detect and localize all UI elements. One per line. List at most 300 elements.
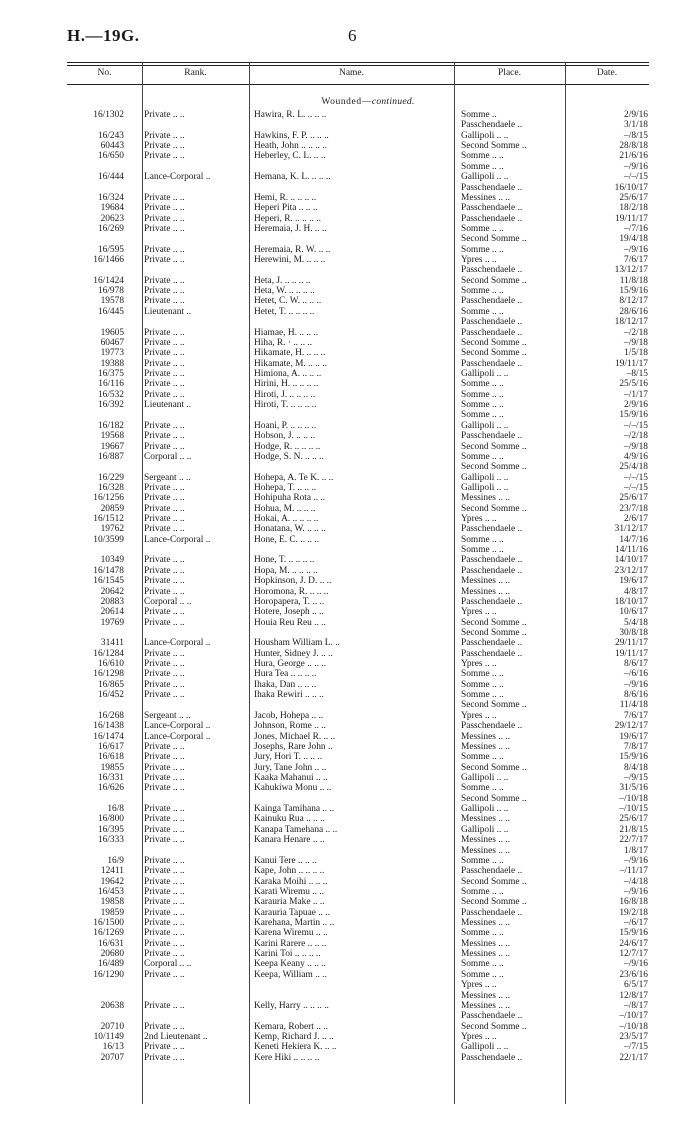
name-cell: Kanapa Tamehana .. .. xyxy=(254,824,338,835)
place-cell: Passchendaele .. xyxy=(461,182,523,193)
service-number: 19859 xyxy=(100,907,124,918)
table-row xyxy=(0,452,700,462)
service-number: 16/243 xyxy=(97,130,124,141)
table-row xyxy=(0,908,700,918)
service-number: 10/1149 xyxy=(93,1031,124,1042)
place-cell: Ypres .. .. xyxy=(461,659,497,670)
date-cell: –/2/18 xyxy=(624,327,648,338)
table-row xyxy=(0,897,700,907)
date-cell: –/11/17 xyxy=(619,866,648,877)
table-row xyxy=(0,110,700,120)
table-row xyxy=(0,669,700,679)
name-cell: Hiha, R. · .. .. .. xyxy=(254,337,313,348)
date-cell: 18/2/18 xyxy=(619,203,648,214)
section-heading xyxy=(268,97,468,107)
rank-cell: Private .. .. xyxy=(144,1052,185,1063)
date-cell: 3/1/18 xyxy=(624,120,648,131)
rank-cell: Private .. .. xyxy=(144,1021,185,1032)
table-row xyxy=(0,1022,700,1032)
table-row xyxy=(0,918,700,928)
service-number: 16/182 xyxy=(97,420,124,431)
name-cell: Karena Wiremu .. .. xyxy=(254,928,328,939)
service-number: 16/1256 xyxy=(93,493,124,504)
service-number: 16/1298 xyxy=(93,669,124,680)
service-number: 16/333 xyxy=(97,835,124,846)
table-row xyxy=(0,120,700,130)
service-number: 19773 xyxy=(100,348,124,359)
rank-cell: Private .. .. xyxy=(144,1000,185,1011)
date-cell: 23/6/16 xyxy=(619,969,648,980)
table-row xyxy=(0,659,700,669)
rank-cell: Private .. .. xyxy=(144,275,185,286)
rank-cell: Private .. .. xyxy=(144,348,185,359)
place-cell: Somme .. .. xyxy=(461,855,504,866)
service-number: 16/631 xyxy=(97,938,124,949)
place-cell: Somme .. .. xyxy=(461,783,504,794)
rank-cell: Private .. .. xyxy=(144,151,185,162)
place-cell: Gallipoli .. .. xyxy=(461,420,509,431)
rank-cell: Private .. .. xyxy=(144,855,185,866)
service-number: 16/444 xyxy=(97,172,124,183)
table-row xyxy=(0,597,700,607)
date-cell: 7/8/17 xyxy=(624,741,648,752)
table-row xyxy=(0,1042,700,1052)
name-cell: Keepa, William .. .. xyxy=(254,969,327,980)
place-cell: Second Somme .. xyxy=(461,503,527,514)
table-row xyxy=(0,462,700,472)
service-number: 20614 xyxy=(100,607,124,618)
date-cell: 19/6/17 xyxy=(619,576,648,587)
date-cell: 7/6/17 xyxy=(624,255,648,266)
place-cell: Second Somme .. xyxy=(461,793,527,804)
table-row xyxy=(0,245,700,255)
table-row xyxy=(0,338,700,348)
table-row xyxy=(0,649,700,659)
rank-cell: Private .. .. xyxy=(144,441,185,452)
service-number: 19855 xyxy=(100,762,124,773)
rank-cell: Private .. .. xyxy=(144,824,185,835)
table-row xyxy=(0,162,700,172)
date-cell: 18/12/17 xyxy=(614,317,648,328)
date-cell: 31/12/17 xyxy=(614,524,648,535)
date-cell: 25/6/17 xyxy=(619,814,648,825)
date-cell: 8/12/17 xyxy=(619,296,648,307)
table-row xyxy=(0,887,700,897)
service-number: 20710 xyxy=(100,1021,124,1032)
service-number: 16/445 xyxy=(97,306,124,317)
service-number: 10/3599 xyxy=(93,534,124,545)
table-row xyxy=(0,939,700,949)
name-cell: Hohepa, A. Te K. .. .. xyxy=(254,472,334,483)
table-row xyxy=(0,234,700,244)
place-cell: Somme .. .. xyxy=(461,690,504,701)
service-number: 19388 xyxy=(100,358,124,369)
name-cell: Housham William L. .. xyxy=(254,638,340,649)
name-cell: Johnson, Rome .. .. xyxy=(254,721,326,732)
rank-cell: Sergeant .. .. xyxy=(144,710,191,721)
name-cell: Heberley, C. L. .. .. xyxy=(254,151,326,162)
name-cell: Kere Hiki .. .. .. .. xyxy=(254,1052,320,1063)
rank-cell: Lieutenant .. xyxy=(144,306,192,317)
rank-cell: Private .. .. xyxy=(144,420,185,431)
table-row xyxy=(0,151,700,161)
date-cell: 18/10/17 xyxy=(614,596,648,607)
date-cell: –/2/18 xyxy=(624,431,648,442)
name-cell: Hohua, M. .. .. .. xyxy=(254,503,316,514)
service-number: 16/1424 xyxy=(93,275,124,286)
service-number: 16/453 xyxy=(97,886,124,897)
rank-cell: Corporal .. .. xyxy=(144,596,192,607)
rank-cell: Corporal .. .. xyxy=(144,959,192,970)
name-cell: Houia Reu Reu .. .. xyxy=(254,617,326,628)
place-cell: Second Somme .. xyxy=(461,275,527,286)
column-header-name: Name. xyxy=(338,68,365,78)
place-cell: Passchendaele .. xyxy=(461,1011,523,1022)
name-cell: Hodge, S. N. .. .. .. xyxy=(254,451,324,462)
place-cell: Second Somme .. xyxy=(461,627,527,638)
rank-cell: Private .. .. xyxy=(144,617,185,628)
table-row xyxy=(0,576,700,586)
service-number: 16/1302 xyxy=(93,110,124,120)
name-cell: Kemara, Robert .. .. xyxy=(254,1021,328,1032)
table-row xyxy=(0,328,700,338)
rank-cell: Private .. .. xyxy=(144,690,185,701)
table-row xyxy=(0,680,700,690)
place-cell: Ypres .. .. xyxy=(461,255,497,266)
place-cell: Passchendaele .. xyxy=(461,265,523,276)
place-cell: Passchendaele .. xyxy=(461,907,523,918)
name-cell: Karauria Tapuae .. .. xyxy=(254,907,330,918)
date-cell: 19/11/17 xyxy=(615,213,648,224)
table-row xyxy=(0,524,700,534)
rank-cell: Private .. .. xyxy=(144,741,185,752)
name-cell: Kemp, Richard J. .. .. xyxy=(254,1031,334,1042)
date-cell: –/7/15 xyxy=(624,1042,648,1053)
date-cell: –/10/17 xyxy=(619,1011,648,1022)
table-row xyxy=(0,638,700,648)
table-row xyxy=(0,296,700,306)
place-cell: Passchendaele .. xyxy=(461,1052,523,1063)
date-cell: 25/6/17 xyxy=(619,493,648,504)
rank-cell: Private .. .. xyxy=(144,804,185,815)
name-cell: Hoani, P. .. .. .. .. xyxy=(254,420,317,431)
rank-cell: Private .. .. xyxy=(144,110,185,120)
table-row xyxy=(0,628,700,638)
name-cell: Hohipuha Rota .. .. xyxy=(254,493,326,504)
table-row xyxy=(0,421,700,431)
table-row xyxy=(0,618,700,628)
name-cell: Hone, T. .. .. .. .. xyxy=(254,555,315,566)
service-number: 16/532 xyxy=(97,389,124,400)
name-cell: Kanara Henare .. .. xyxy=(254,835,325,846)
rank-cell: Private .. .. xyxy=(144,679,185,690)
service-number: 16/1478 xyxy=(93,565,124,576)
section-title: Wounded— xyxy=(321,97,372,107)
place-cell: Passchendaele .. xyxy=(461,317,523,328)
date-cell: 4/9/16 xyxy=(624,451,648,462)
rank-cell: Private .. .. xyxy=(144,752,185,763)
table-row xyxy=(0,752,700,762)
place-cell: Gallipoli .. .. xyxy=(461,472,509,483)
service-number: 16/324 xyxy=(97,192,124,203)
name-cell: Hetet, C. W. .. .. .. xyxy=(254,296,322,307)
column-header-no: No. xyxy=(97,68,112,78)
date-cell: 21/6/16 xyxy=(619,151,648,162)
rank-cell: Private .. .. xyxy=(144,607,185,618)
service-number: 60467 xyxy=(100,337,124,348)
rank-cell: Private .. .. xyxy=(144,659,185,670)
service-number: 16/489 xyxy=(97,959,124,970)
service-number: 16/375 xyxy=(97,368,124,379)
rank-cell: Private .. .. xyxy=(144,762,185,773)
table-row xyxy=(0,814,700,824)
place-cell: Somme .. .. xyxy=(461,306,504,317)
place-cell: Passchendaele .. xyxy=(461,565,523,576)
place-cell: Somme .. .. xyxy=(461,928,504,939)
service-number: 19568 xyxy=(100,431,124,442)
name-cell: Karati Wiremu .. .. xyxy=(254,886,325,897)
service-number: 16/887 xyxy=(97,451,124,462)
rank-cell: Private .. .. xyxy=(144,431,185,442)
place-cell: Passchendaele .. xyxy=(461,296,523,307)
table-row xyxy=(0,131,700,141)
place-cell: Messines .. .. xyxy=(461,576,510,587)
name-cell: Kaaka Mahanui .. .. xyxy=(254,773,328,783)
table-row xyxy=(0,307,700,317)
service-number: 19605 xyxy=(100,327,124,338)
place-cell: Somme .. .. xyxy=(461,886,504,897)
rank-cell: Private .. .. xyxy=(144,938,185,949)
service-number: 60443 xyxy=(100,141,124,152)
place-cell: Passchendaele .. xyxy=(461,120,523,131)
header-rule-top xyxy=(67,62,649,63)
date-cell: –/–/15 xyxy=(624,482,648,493)
date-cell: 11/8/18 xyxy=(619,275,648,286)
table-row xyxy=(0,794,700,804)
place-cell: Ypres .. .. xyxy=(461,514,497,525)
date-cell: –/10/18 xyxy=(619,793,648,804)
service-number: 16/392 xyxy=(97,400,124,411)
date-cell: –/1/17 xyxy=(624,389,648,400)
name-cell: Herewini, M. .. .. .. xyxy=(254,255,326,266)
place-cell: Second Somme .. xyxy=(461,234,527,245)
date-cell: 14/11/16 xyxy=(615,545,648,556)
rank-cell: Private .. .. xyxy=(144,213,185,224)
name-cell: Kainga Tamihana .. .. xyxy=(254,804,335,815)
service-number: 16/1466 xyxy=(93,255,124,266)
name-cell: Kape, John .. .. .. .. xyxy=(254,866,325,877)
name-cell: Heremaia, J. H. .. .. xyxy=(254,223,327,234)
place-cell: Somme .. .. xyxy=(461,410,504,421)
service-number: 16/13 xyxy=(102,1042,124,1053)
rank-cell: Private .. .. xyxy=(144,576,185,587)
table-row xyxy=(0,203,700,213)
service-number: 16/800 xyxy=(97,814,124,825)
date-cell: 14/7/16 xyxy=(619,534,648,545)
date-cell: 13/12/17 xyxy=(614,265,648,276)
table-row xyxy=(0,1001,700,1011)
place-cell: Gallipoli .. .. xyxy=(461,824,509,835)
rank-cell: Sergeant .. .. xyxy=(144,472,191,483)
rank-cell: Lance-Corporal .. xyxy=(144,638,211,649)
service-number: 20680 xyxy=(100,949,124,960)
rank-cell: Private .. .. xyxy=(144,141,185,152)
table-row xyxy=(0,224,700,234)
column-header-place: Place. xyxy=(498,68,521,78)
name-cell: Keepa Keany .. .. .. xyxy=(254,959,326,970)
name-cell: Karini Toi .. .. .. .. xyxy=(254,949,321,960)
name-cell: Josephs, Rare John .. xyxy=(254,741,333,752)
table-row xyxy=(0,804,700,814)
name-cell: Hawkins, F. P. .. .. .. xyxy=(254,130,329,141)
date-cell: 15/9/16 xyxy=(619,286,648,297)
place-cell: Somme .. .. xyxy=(461,244,504,255)
service-number: 16/269 xyxy=(97,223,124,234)
date-cell: 8/4/18 xyxy=(624,762,648,773)
table-row xyxy=(0,493,700,503)
date-cell: –/9/18 xyxy=(624,337,648,348)
rank-cell: Private .. .. xyxy=(144,876,185,887)
date-cell: 22/7/17 xyxy=(619,835,648,846)
place-cell: Passchendaele .. xyxy=(461,638,523,649)
rank-cell: Private .. .. xyxy=(144,296,185,307)
rank-cell: Private .. .. xyxy=(144,886,185,897)
date-cell: 28/8/18 xyxy=(619,141,648,152)
place-cell: Somme .. .. xyxy=(461,969,504,980)
table-row xyxy=(0,276,700,286)
service-number: 16/229 xyxy=(97,472,124,483)
place-cell: Ypres .. .. xyxy=(461,607,497,618)
rank-cell: Private .. .. xyxy=(144,389,185,400)
name-cell: Hotere, Joseph .. .. xyxy=(254,607,324,618)
name-cell: Hobson, J. .. .. .. xyxy=(254,431,315,442)
date-cell: 29/11/17 xyxy=(615,638,648,649)
place-cell: Somme .. .. xyxy=(461,959,504,970)
name-cell: Hawira, R. L. .. .. .. xyxy=(254,110,327,120)
name-cell: Heremaia, R. W. .. .. xyxy=(254,244,331,255)
place-cell: Messines .. .. xyxy=(461,835,510,846)
place-cell: Ypres .. .. xyxy=(461,980,497,991)
table-row xyxy=(0,587,700,597)
document-reference: H.—19G. xyxy=(67,26,140,45)
place-cell: Messines .. .. xyxy=(461,731,510,742)
place-cell: Second Somme .. xyxy=(461,700,527,711)
name-cell: Jury, Hori T. .. .. .. xyxy=(254,752,323,763)
service-number: 16/595 xyxy=(97,244,124,255)
place-cell: Somme .. .. xyxy=(461,389,504,400)
date-cell: 24/6/17 xyxy=(619,938,648,949)
service-number: 16/1512 xyxy=(93,514,124,525)
service-number: 16/116 xyxy=(98,379,124,390)
date-cell: 16/10/17 xyxy=(614,182,648,193)
date-cell: 21/8/15 xyxy=(619,824,648,835)
table-row xyxy=(0,835,700,845)
place-cell: Passchendaele .. xyxy=(461,213,523,224)
rank-cell: Private .. .. xyxy=(144,897,185,908)
table-row xyxy=(0,1032,700,1042)
date-cell: 6/5/17 xyxy=(624,980,648,991)
table-row xyxy=(0,141,700,151)
service-number: 16/1269 xyxy=(93,928,124,939)
table-row xyxy=(0,555,700,565)
table-row xyxy=(0,442,700,452)
name-cell: Heta, J. .. .. .. .. xyxy=(254,275,311,286)
table-row xyxy=(0,721,700,731)
table-row xyxy=(0,825,700,835)
table-row xyxy=(0,773,700,783)
date-cell: –/6/17 xyxy=(624,918,648,929)
date-cell: –/9/18 xyxy=(624,441,648,452)
date-cell: 23/7/18 xyxy=(619,503,648,514)
rank-cell: 2nd Lieutenant .. xyxy=(144,1031,208,1042)
name-cell: Hunter, Sidney J. .. .. xyxy=(254,648,333,659)
rank-cell: Private .. .. xyxy=(144,949,185,960)
place-cell: Messines .. .. xyxy=(461,741,510,752)
name-cell: Himiona, A. .. .. .. xyxy=(254,368,322,379)
service-number: 10349 xyxy=(100,555,124,566)
place-cell: Somme .. .. xyxy=(461,669,504,680)
place-cell: Somme .. .. xyxy=(461,545,504,556)
table-row xyxy=(0,545,700,555)
name-cell: Hiamae, H. .. .. .. xyxy=(254,327,319,338)
name-cell: Kainuku Rua .. .. .. xyxy=(254,814,325,825)
date-cell: 23/12/17 xyxy=(614,565,648,576)
name-cell: Hiroti, J. .. .. .. .. xyxy=(254,389,316,400)
header-rule-bottom xyxy=(67,84,649,85)
date-cell: 25/4/18 xyxy=(619,462,648,473)
service-number: 16/268 xyxy=(97,710,124,721)
name-cell: Karehana, Martin .. .. xyxy=(254,918,335,929)
service-number: 19642 xyxy=(100,876,124,887)
table-row xyxy=(0,255,700,265)
rank-cell: Private .. .. xyxy=(144,918,185,929)
table-row xyxy=(0,369,700,379)
place-cell: Passchendaele .. xyxy=(461,648,523,659)
table-row xyxy=(0,504,700,514)
service-number: 12411 xyxy=(100,866,124,877)
date-cell: –/7/16 xyxy=(624,223,648,234)
place-cell: Gallipoli .. .. xyxy=(461,773,509,783)
table-row xyxy=(0,359,700,369)
rank-cell: Private .. .. xyxy=(144,555,185,566)
table-row xyxy=(0,959,700,969)
place-cell: Somme .. .. xyxy=(461,286,504,297)
date-cell: –/–/15 xyxy=(624,420,648,431)
service-number: 19667 xyxy=(100,441,124,452)
table-row xyxy=(0,949,700,959)
date-cell: 7/6/17 xyxy=(624,710,648,721)
rank-cell: Private .. .. xyxy=(144,130,185,141)
table-row xyxy=(0,846,700,856)
date-cell: –/9/16 xyxy=(624,959,648,970)
date-cell: –/9/15 xyxy=(624,773,648,783)
name-cell: Hodge, R. .. .. .. .. xyxy=(254,441,321,452)
date-cell: 15/9/16 xyxy=(619,410,648,421)
service-number: 16/9 xyxy=(107,855,124,866)
service-number: 19578 xyxy=(100,296,124,307)
service-number: 16/617 xyxy=(97,741,124,752)
place-cell: Somme .. .. xyxy=(461,451,504,462)
date-cell: 10/6/17 xyxy=(619,607,648,618)
place-cell: Somme .. .. xyxy=(461,752,504,763)
place-cell: Passchendaele .. xyxy=(461,596,523,607)
table-row xyxy=(0,856,700,866)
name-cell: Heath, John .. .. .. .. xyxy=(254,141,327,152)
service-number: 16/331 xyxy=(97,773,124,783)
place-cell: Gallipoli .. .. xyxy=(461,482,509,493)
place-cell: Messines .. .. xyxy=(461,918,510,929)
rank-cell: Private .. .. xyxy=(144,368,185,379)
